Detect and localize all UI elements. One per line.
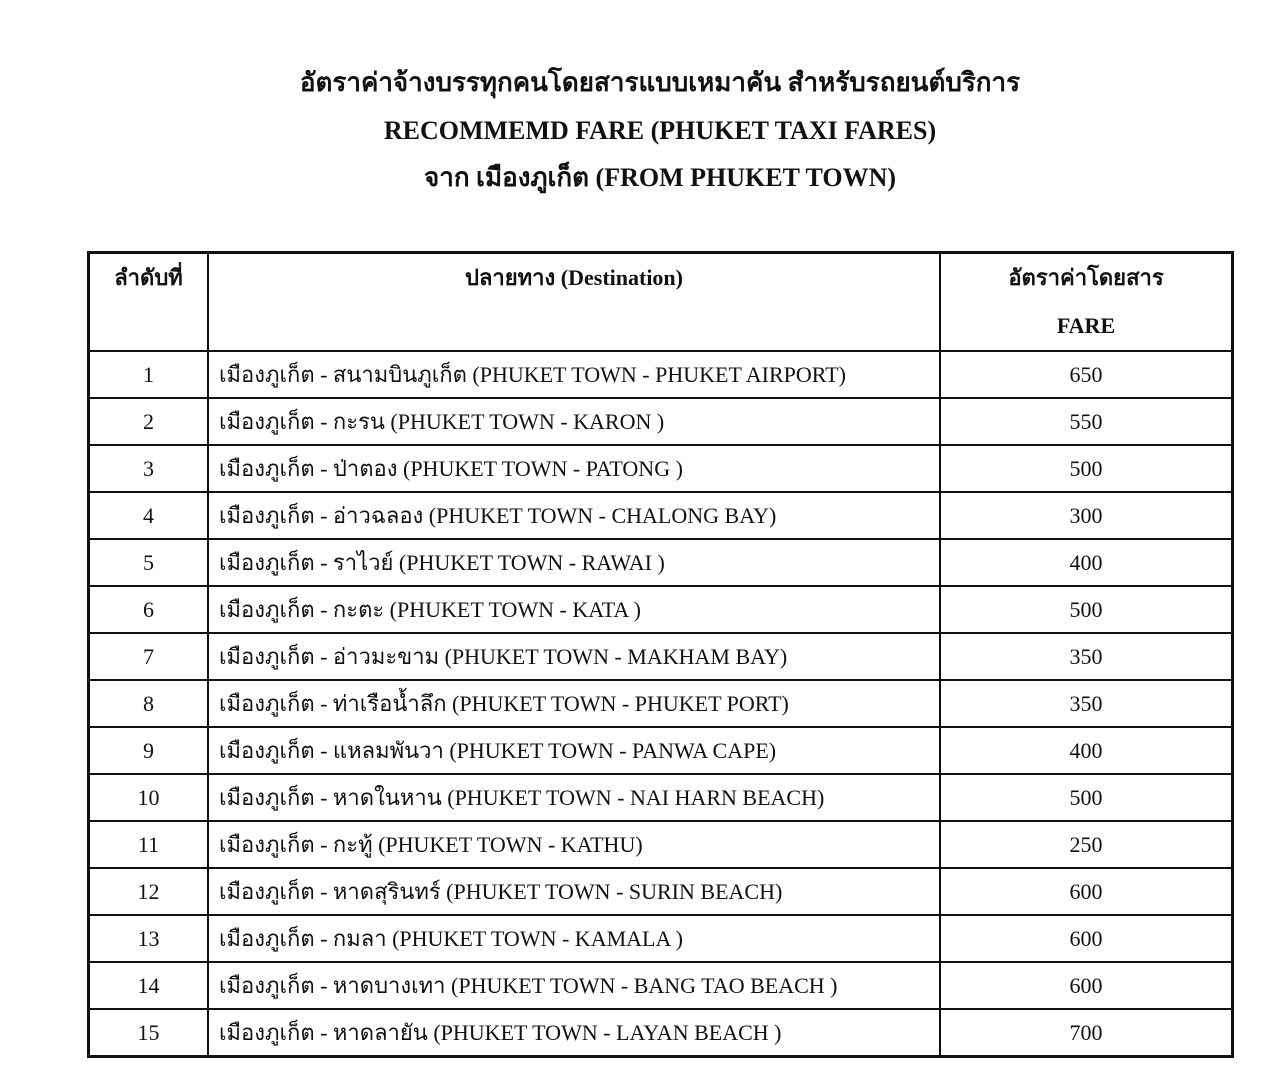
table-row (89, 774, 1233, 821)
row-number: 10 (89, 774, 209, 821)
header-fare (940, 253, 1233, 352)
row-fare: 650 (940, 351, 1233, 398)
table-row (89, 351, 1233, 398)
row-destination: เมืองภูเก็ต - หาดสุรินทร์ (PHUKET TOWN - SURIN BEACH) (208, 868, 940, 915)
header-fare-en: FARE (1056, 313, 1116, 338)
row-number: 8 (89, 680, 209, 727)
header-destination-label: ปลายทาง (Destination) (464, 265, 683, 290)
row-destination: เมืองภูเก็ต - กะตะ (PHUKET TOWN - KATA ) (208, 586, 940, 633)
row-destination: เมืองภูเก็ต - สนามบินภูเก็ต (PHUKET TOWN - PHUKET AIRPORT) (208, 351, 940, 398)
row-number: 6 (89, 586, 209, 633)
row-fare: 500 (940, 774, 1233, 821)
row-number: 15 (89, 1009, 209, 1057)
row-destination: เมืองภูเก็ต - ป่าตอง (PHUKET TOWN - PATONG ) (208, 445, 940, 492)
table-row (89, 398, 1233, 445)
row-destination: เมืองภูเก็ต - ท่าเรือน้ำลึก (PHUKET TOWN - PHUKET PORT) (208, 680, 940, 727)
row-fare: 300 (940, 492, 1233, 539)
table-row (89, 445, 1233, 492)
table-row (89, 821, 1233, 868)
row-fare: 250 (940, 821, 1233, 868)
table-row (89, 962, 1233, 1009)
table-row (89, 1009, 1233, 1057)
row-destination: เมืองภูเก็ต - กมลา (PHUKET TOWN - KAMALA ) (208, 915, 940, 962)
row-number: 7 (89, 633, 209, 680)
row-fare: 550 (940, 398, 1233, 445)
row-number: 3 (89, 445, 209, 492)
row-fare: 600 (940, 962, 1233, 1009)
header-fare-thai: อัตราค่าโดยสาร (1008, 265, 1164, 290)
row-fare: 500 (940, 586, 1233, 633)
subtitle-from: จาก เมืองภูเก็ต (FROM PHUKET TOWN) (423, 163, 897, 192)
row-number: 2 (89, 398, 209, 445)
row-number: 13 (89, 915, 209, 962)
title-thai: อัตราค่าจ้างบรรทุกคนโดยสารแบบเหมาคัน สำหรับรถยนต์บริการ (299, 68, 1021, 97)
row-fare: 400 (940, 727, 1233, 774)
row-fare: 400 (940, 539, 1233, 586)
table-body (89, 351, 1233, 1057)
row-fare: 350 (940, 633, 1233, 680)
header-no-label: ลำดับที่ (114, 265, 183, 290)
table-row (89, 539, 1233, 586)
row-number: 1 (89, 351, 209, 398)
row-destination: เมืองภูเก็ต - กะทู้ (PHUKET TOWN - KATHU) (208, 821, 940, 868)
table-header-row (89, 253, 1233, 352)
table-row (89, 727, 1233, 774)
table-row (89, 915, 1233, 962)
row-number: 12 (89, 868, 209, 915)
row-fare: 600 (940, 915, 1233, 962)
header-no (89, 253, 209, 352)
row-fare: 350 (940, 680, 1233, 727)
table-row (89, 633, 1233, 680)
row-destination: เมืองภูเก็ต - อ่าวมะขาม (PHUKET TOWN - MAKHAM BAY) (208, 633, 940, 680)
row-fare: 600 (940, 868, 1233, 915)
title-english: RECOMMEMD FARE (PHUKET TAXI FARES) (383, 116, 937, 145)
row-destination: เมืองภูเก็ต - แหลมพันวา (PHUKET TOWN - PANWA CAPE) (208, 727, 940, 774)
row-number: 11 (89, 821, 209, 868)
row-fare: 500 (940, 445, 1233, 492)
row-destination: เมืองภูเก็ต - หาดลายัน (PHUKET TOWN - LAYAN BEACH ) (208, 1009, 940, 1057)
row-destination: เมืองภูเก็ต - หาดในหาน (PHUKET TOWN - NAI HARN BEACH) (208, 774, 940, 821)
row-number: 14 (89, 962, 209, 1009)
row-number: 5 (89, 539, 209, 586)
row-destination: เมืองภูเก็ต - กะรน (PHUKET TOWN - KARON ) (208, 398, 940, 445)
row-destination: เมืองภูเก็ต - หาดบางเทา (PHUKET TOWN - BANG TAO BEACH ) (208, 962, 940, 1009)
table-row (89, 586, 1233, 633)
fare-table (87, 251, 1234, 1058)
row-destination: เมืองภูเก็ต - อ่าวฉลอง (PHUKET TOWN - CHALONG BAY) (208, 492, 940, 539)
table-row (89, 492, 1233, 539)
table-row (89, 680, 1233, 727)
row-number: 9 (89, 727, 209, 774)
header-destination (208, 253, 940, 352)
row-fare: 700 (940, 1009, 1233, 1057)
row-number: 4 (89, 492, 209, 539)
table-row (89, 868, 1233, 915)
row-destination: เมืองภูเก็ต - ราไวย์ (PHUKET TOWN - RAWAI ) (208, 539, 940, 586)
